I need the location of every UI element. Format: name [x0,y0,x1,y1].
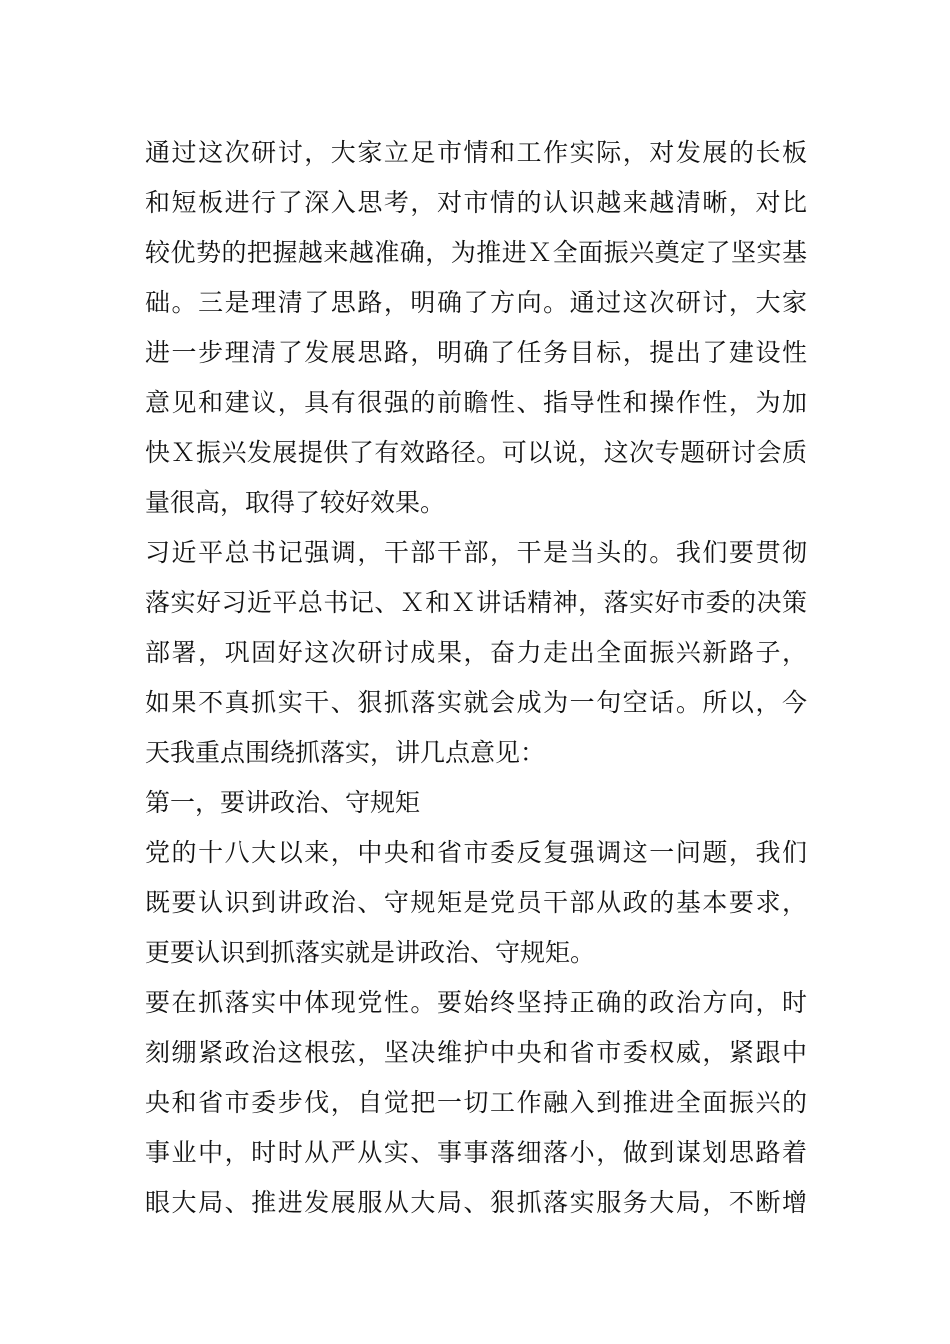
heading-line: 第一，要讲政治、守规矩 [145,788,421,817]
text-line: 天我重点围绕抓落实，讲几点意见： [145,738,546,767]
text-line: 既要认识到讲政治、守规矩是党员干部从政的基本要求， [145,888,807,917]
text-line: 落实好习近平总书记、Ｘ和Ｘ讲话精神，落实好市委的决策 [145,588,807,617]
paragraph-implementation-intro [145,528,807,778]
text-line: 习近平总书记强调，干部干部，干是当头的。我们要贯彻 [145,538,807,567]
text-line: 眼大局、推进发展服从大局、狠抓落实服务大局，不断增 [145,1188,807,1217]
text-line: 意见和建议，具有很强的前瞻性、指导性和操作性，为加 [145,388,807,417]
text-line: 进一步理清了发展思路，明确了任务目标，提出了建设性 [145,338,807,367]
text-line: 通过这次研讨，大家立足市情和工作实际，对发展的长板 [145,138,807,167]
text-line: 党的十八大以来，中央和省市委反复强调这一问题，我们 [145,838,807,867]
text-line: 刻绷紧政治这根弦，坚决维护中央和省市委权威，紧跟中 [145,1038,807,1067]
document-page [145,128,807,1228]
text-line: 快Ｘ振兴发展提供了有效路径。可以说，这次专题研讨会质 [145,438,807,467]
text-line: 央和省市委步伐，自觉把一切工作融入到推进全面振兴的 [145,1088,807,1117]
paragraph-politics-rules [145,828,807,978]
text-line: 和短板进行了深入思考，对市情的认识越来越清晰，对比 [145,188,807,217]
text-line: 部署，巩固好这次研讨成果，奋力走出全面振兴新路子， [145,638,807,667]
text-line: 较优势的把握越来越准确，为推进Ｘ全面振兴奠定了坚实基 [145,238,807,267]
text-line: 量很高，取得了较好效果。 [145,488,446,517]
text-line: 更要认识到抓落实就是讲政治、守规矩。 [145,938,596,967]
text-line: 要在抓落实中体现党性。要始终坚持正确的政治方向，时 [145,988,807,1017]
paragraph-party-spirit [145,978,807,1228]
text-line: 如果不真抓实干、狠抓落实就会成为一句空话。所以，今 [145,688,807,717]
paragraph-research-results [145,128,807,528]
text-line: 事业中，时时从严从实、事事落细落小，做到谋划思路着 [145,1138,807,1167]
section-heading [145,778,807,828]
text-line: 础。三是理清了思路，明确了方向。通过这次研讨，大家 [145,288,807,317]
